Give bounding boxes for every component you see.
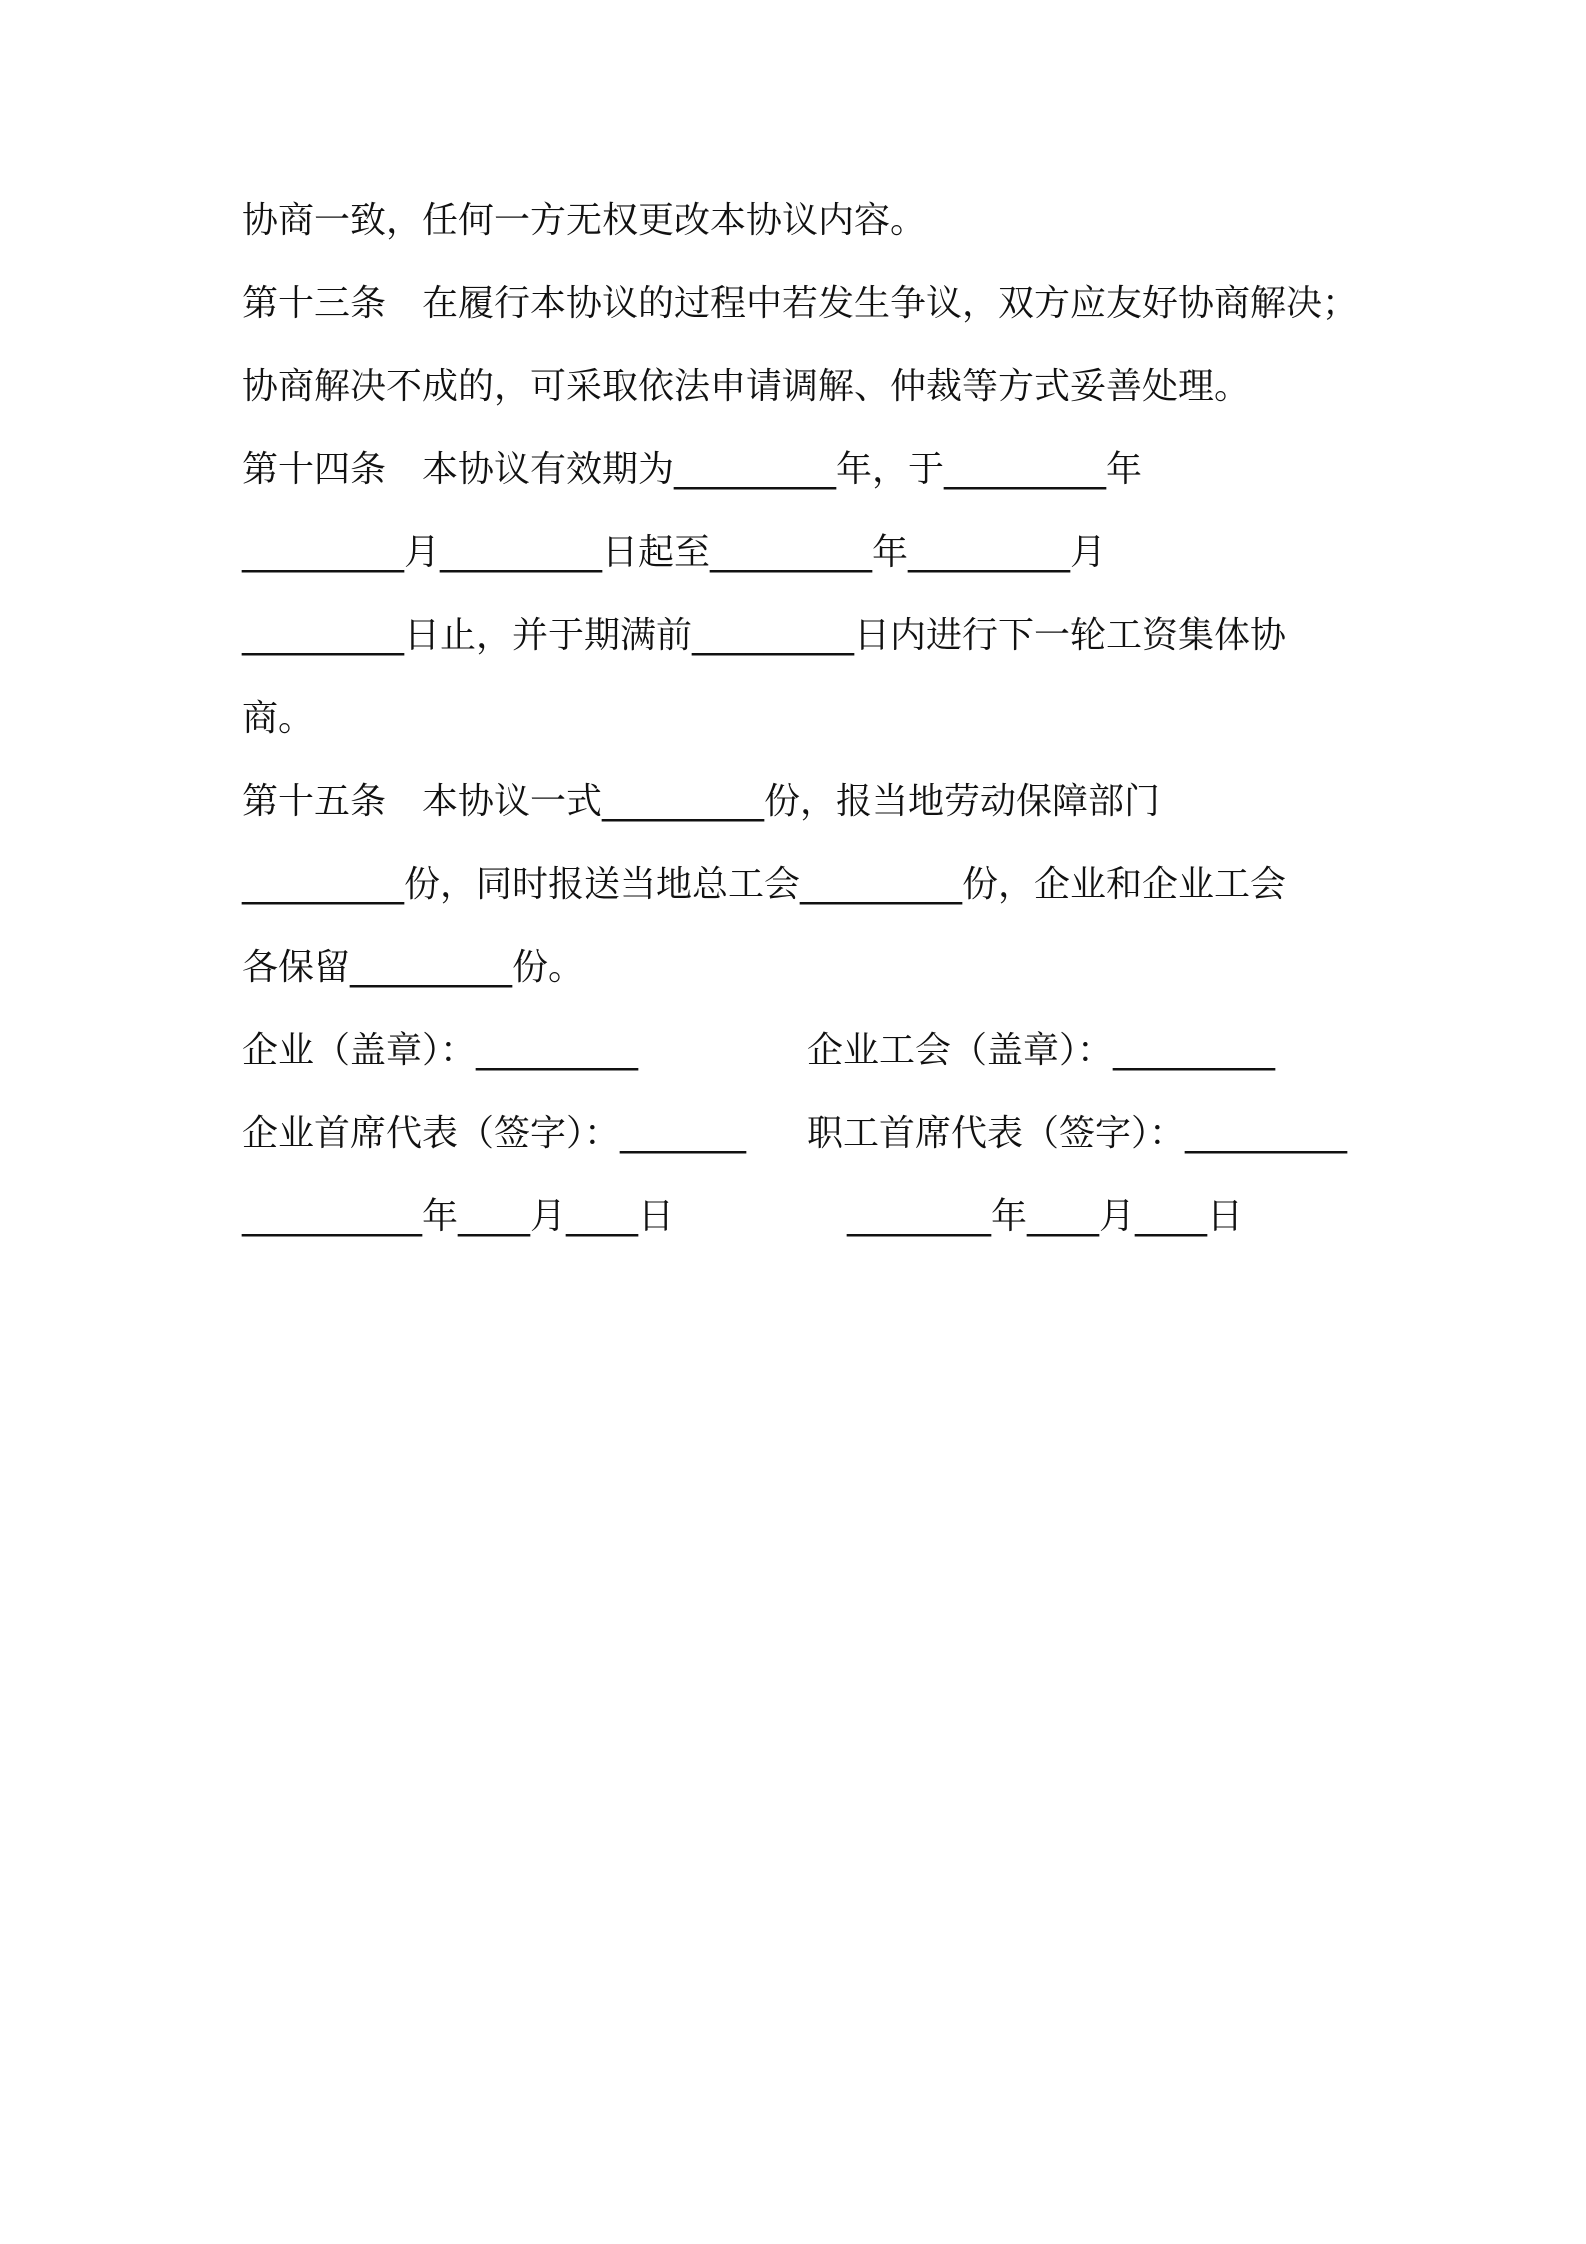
- article-15-line-3: 各保留_________份。: [242, 947, 585, 988]
- company-seal-field: 企业（盖章）：_________: [242, 1030, 639, 1071]
- article-14-line-1: 第十四条 本协议有效期为_________年，于_________年: [242, 449, 1143, 490]
- article-14-line-4: 商。: [242, 698, 315, 739]
- article-13-line-1: 第十三条 在履行本协议的过程中若发生争议，双方应友好协商解决；: [242, 283, 1359, 324]
- union-seal-field: 企业工会（盖章）：_________: [807, 1030, 1276, 1071]
- article-15-line-2: _________份，同时报送当地总工会_________份，企业和企业工会: [242, 864, 1287, 905]
- worker-rep-signature-field: 职工首席代表（签字）：_________: [807, 1113, 1348, 1154]
- article-14-line-2: _________月_________日起至_________年_________月: [242, 532, 1107, 573]
- date-left-field: __________年____月____日: [242, 1196, 674, 1237]
- article-15-line-1: 第十五条 本协议一式_________份，报当地劳动保障部门: [242, 781, 1161, 822]
- paragraph-line-1: 协商一致，任何一方无权更改本协议内容。: [242, 200, 927, 241]
- company-rep-signature-field: 企业首席代表（签字）：_______: [242, 1113, 747, 1154]
- date-right-field: ________年____月____日: [847, 1196, 1243, 1237]
- article-13-line-2: 协商解决不成的，可采取依法申请调解、仲裁等方式妥善处理。: [242, 366, 1251, 407]
- article-14-line-3: _________日止，并于期满前_________日内进行下一轮工资集体协: [242, 615, 1287, 656]
